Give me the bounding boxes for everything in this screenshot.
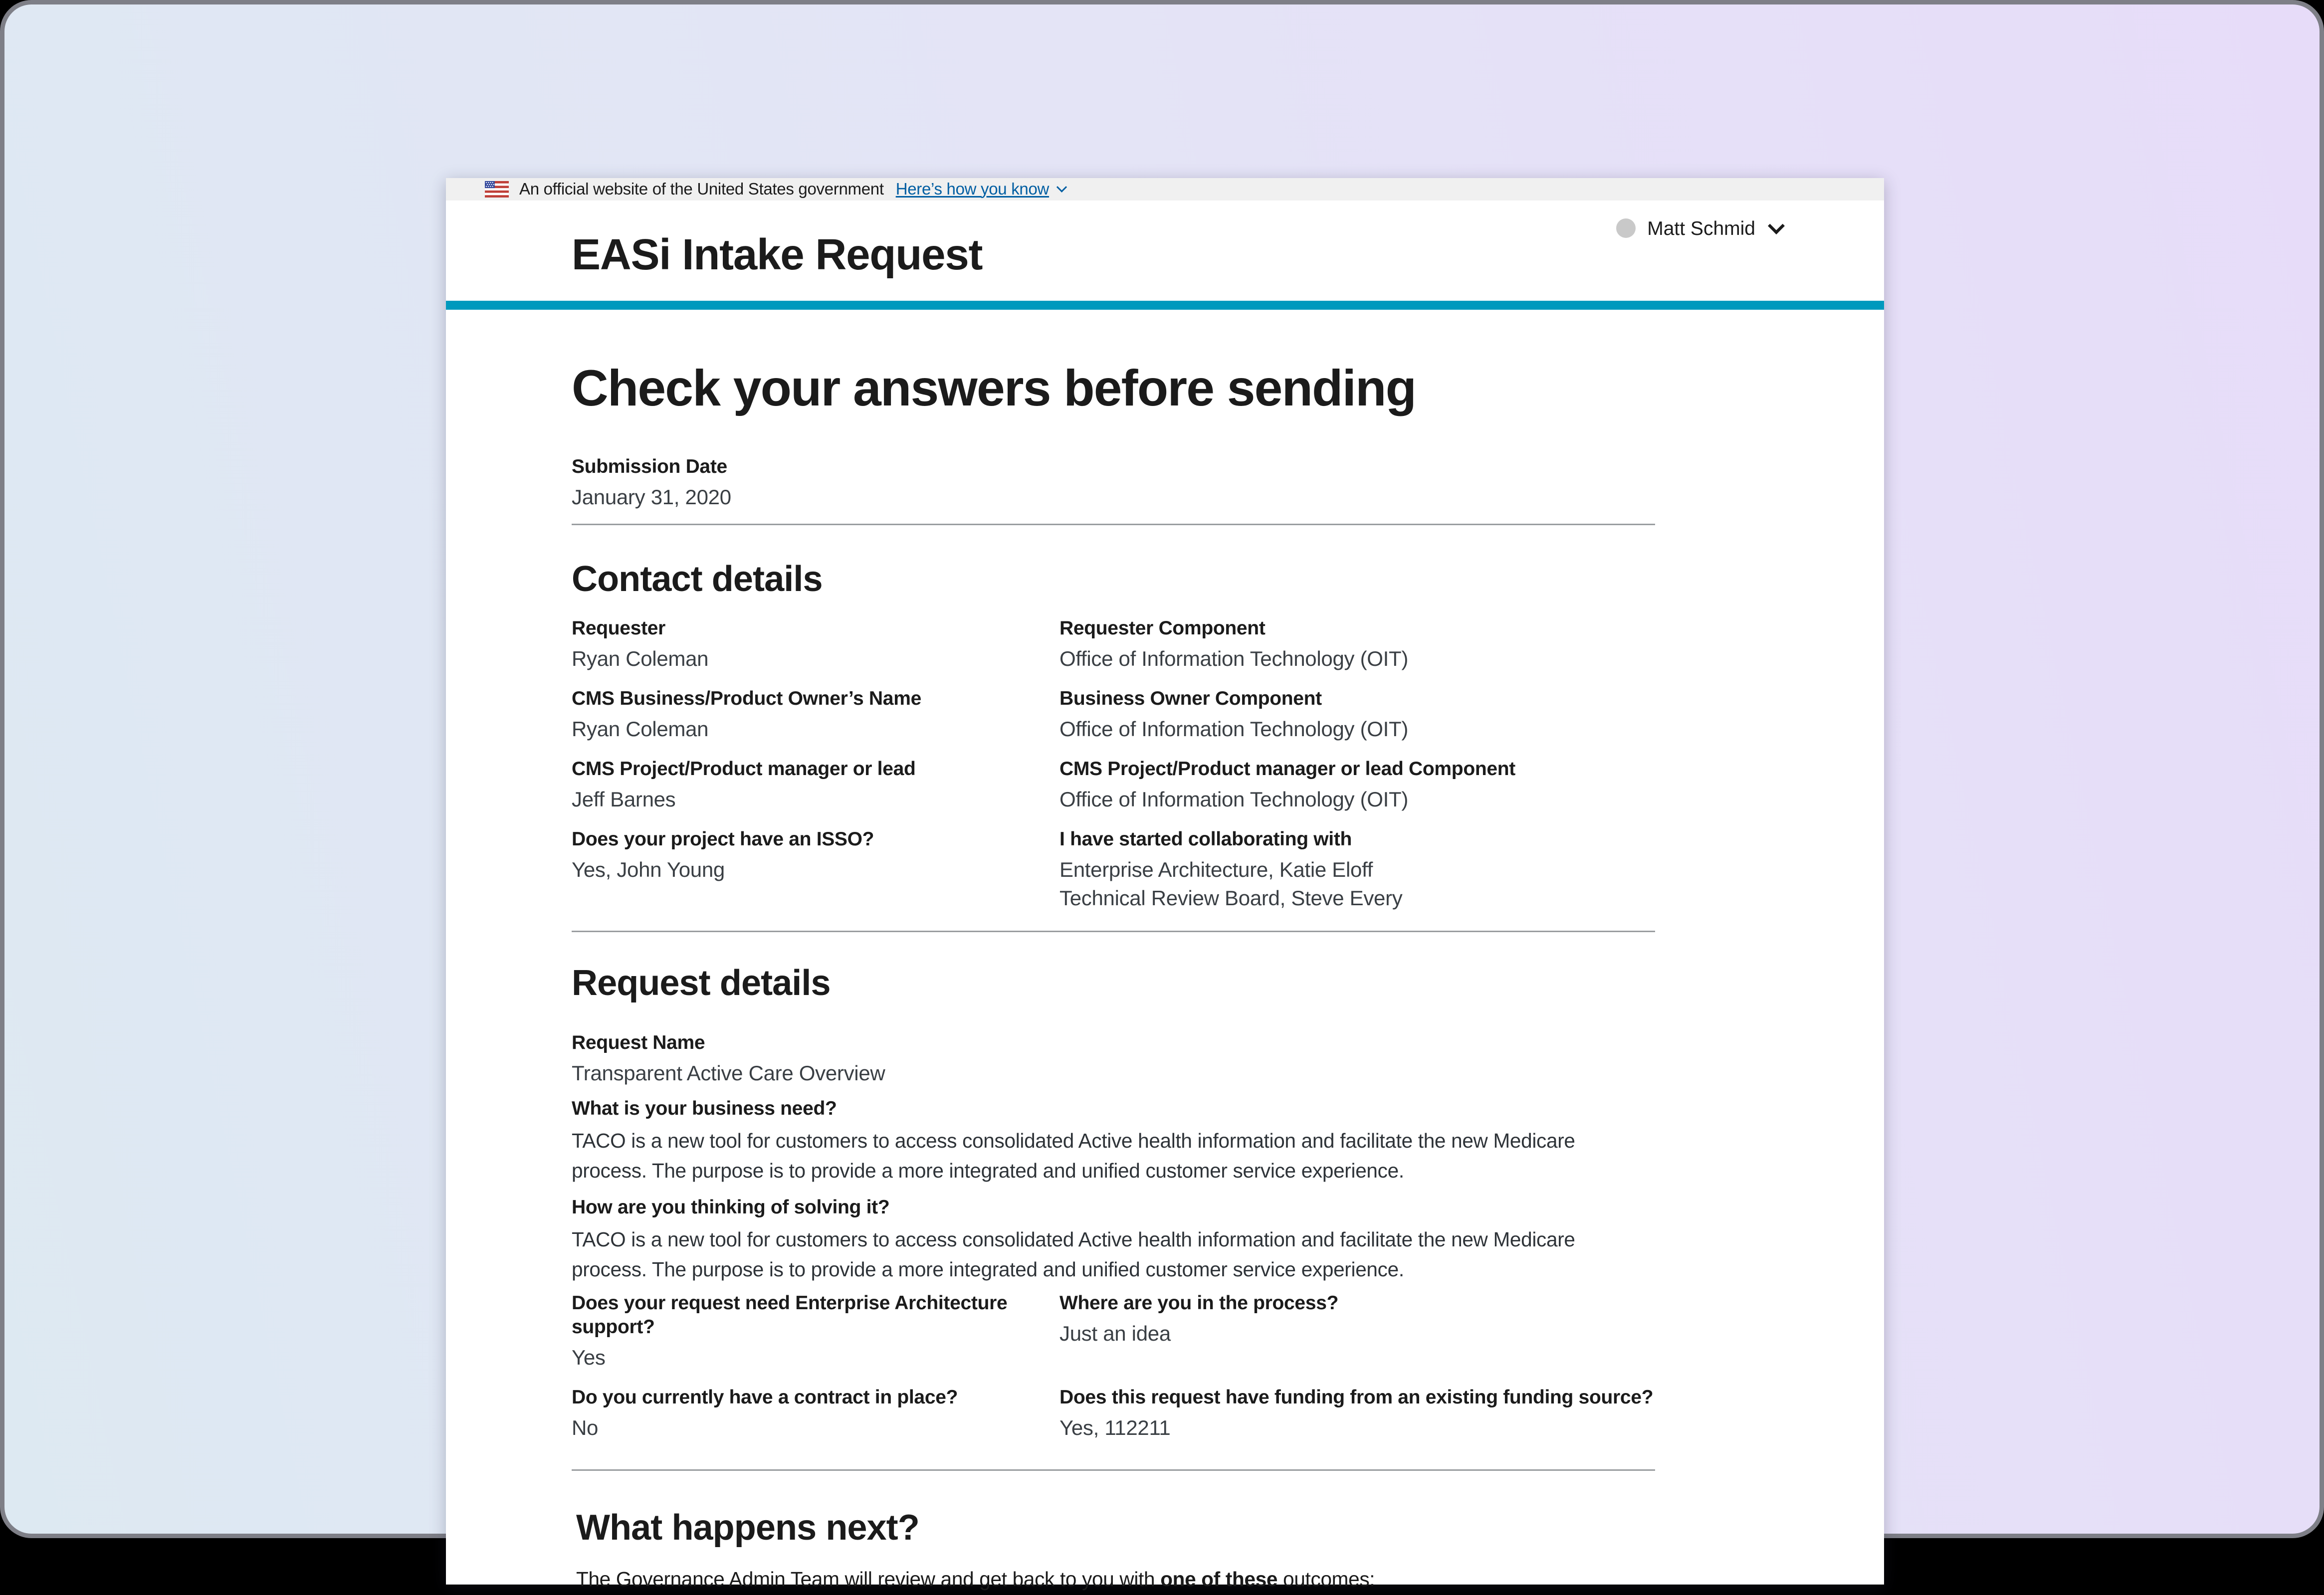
field-label: I have started collaborating with [1059, 827, 1352, 850]
contact-row [572, 827, 1655, 913]
field-value: No [572, 1415, 599, 1439]
field-label: Do you currently have a contract in place? [572, 1386, 958, 1408]
submission-date-value: January 31, 2020 [572, 485, 731, 509]
field-request-name [572, 1031, 1655, 1088]
field-label: Where are you in the process? [1059, 1291, 1339, 1314]
what-happens-next-section [572, 1507, 1655, 1595]
contact-row [572, 616, 1655, 673]
field-value: Office of Information Technology (OIT) [1059, 646, 1409, 670]
paragraph-line: TACO is a new tool for customers to access consolidated Active health information and facilitate the new Medicare [572, 1130, 1575, 1152]
field-value-line: Enterprise Architecture, Katie Eloff [1059, 857, 1373, 881]
field-label: Requester [572, 616, 666, 639]
field-value: Office of Information Technology (OIT) [1059, 787, 1409, 811]
field-value: Yes, 112211 [1059, 1415, 1171, 1439]
field-requester-component [1059, 616, 1655, 673]
field-paragraph [572, 1225, 1655, 1285]
user-menu-button[interactable] [1616, 217, 1782, 239]
chevron-down-icon [1768, 217, 1785, 234]
request-details-heading: Request details [572, 964, 831, 1004]
request-details-rows [572, 1291, 1655, 1442]
header-accent-bar [446, 301, 1884, 310]
field-value: Ryan Coleman [572, 717, 709, 741]
gov-banner-text: An official website of the United States government [519, 180, 884, 199]
field-value-line: Technical Review Board, Steve Every [1059, 886, 1403, 910]
field-label: Does this request have funding from an existing funding source? [1059, 1386, 1654, 1408]
request-row [572, 1291, 1655, 1372]
field-label: How are you thinking of solving it? [572, 1196, 890, 1218]
field-project-manager-component [1059, 757, 1655, 814]
submission-date-label: Submission Date [572, 455, 727, 477]
section-divider [572, 524, 1655, 525]
intro-text: outcomes: [1277, 1568, 1375, 1591]
intro-text: The Governance Admin Team will review and get back to you with [576, 1568, 1161, 1591]
field-value: Yes, John Young [572, 857, 725, 881]
field-collaborating-with [1059, 827, 1655, 913]
contact-row [572, 757, 1655, 814]
chevron-down-icon [1056, 182, 1067, 193]
field-value: Transparent Active Care Overview [572, 1061, 885, 1085]
user-name: Matt Schmid [1647, 217, 1755, 239]
field-value [1059, 856, 1655, 913]
field-project-manager [572, 757, 1059, 814]
site-title: EASi Intake Request [572, 232, 983, 280]
contact-details-heading: Contact details [572, 560, 823, 600]
contact-details-rows [572, 616, 1655, 913]
field-label: Does your request need Enterprise Architecture support? [572, 1291, 1008, 1338]
field-isso [572, 827, 1059, 913]
field-label: Business Owner Component [1059, 687, 1322, 709]
main-content [446, 361, 1884, 1595]
site-header [446, 200, 1884, 301]
field-value: Ryan Coleman [572, 646, 709, 670]
heres-how-you-know-link[interactable] [896, 181, 1065, 199]
field-ea-support [572, 1291, 1059, 1372]
field-label: What is your business need? [572, 1097, 837, 1119]
field-process-stage [1059, 1291, 1655, 1372]
field-value: Yes [572, 1345, 606, 1369]
section-divider [572, 931, 1655, 932]
submission-date-field [572, 455, 1655, 512]
gov-banner [446, 178, 1884, 200]
field-label: CMS Business/Product Owner’s Name [572, 687, 921, 709]
section-divider [572, 1469, 1655, 1471]
field-solution [572, 1196, 1655, 1285]
field-label: CMS Project/Product manager or lead Component [1059, 757, 1516, 780]
field-funding-source [1059, 1386, 1655, 1442]
field-label: Requester Component [1059, 616, 1266, 639]
field-contract-in-place [572, 1386, 1059, 1442]
field-requester [572, 616, 1059, 673]
request-row [572, 1386, 1655, 1442]
us-flag-icon [485, 181, 509, 198]
page-title: Check your answers before sending [572, 361, 1416, 417]
avatar [1616, 218, 1635, 238]
intro-text-bold: one of these [1160, 1568, 1278, 1591]
field-value: Jeff Barnes [572, 787, 676, 811]
paragraph-line: process. The purpose is to provide a more integrated and unified customer service experience. [572, 1160, 1404, 1182]
paragraph-line: TACO is a new tool for customers to access consolidated Active health information and facilitate the new Medicare [572, 1228, 1575, 1251]
field-business-owner-component [1059, 687, 1655, 744]
field-paragraph [572, 1127, 1655, 1187]
what-happens-next-heading: What happens next? [576, 1508, 919, 1549]
field-value: Office of Information Technology (OIT) [1059, 717, 1409, 741]
paragraph-line: process. The purpose is to provide a more integrated and unified customer service experience. [572, 1258, 1404, 1281]
what-happens-next-intro [576, 1565, 1655, 1595]
contact-row [572, 687, 1655, 744]
easi-page [446, 178, 1884, 1591]
field-value: Just an idea [1059, 1321, 1171, 1345]
field-label: Request Name [572, 1031, 705, 1053]
field-label: CMS Project/Product manager or lead [572, 757, 916, 780]
field-business-need [572, 1097, 1655, 1187]
heres-how-you-know-label: Here’s how you know [895, 180, 1050, 199]
field-label: Does your project have an ISSO? [572, 827, 874, 850]
field-business-owner-name [572, 687, 1059, 744]
